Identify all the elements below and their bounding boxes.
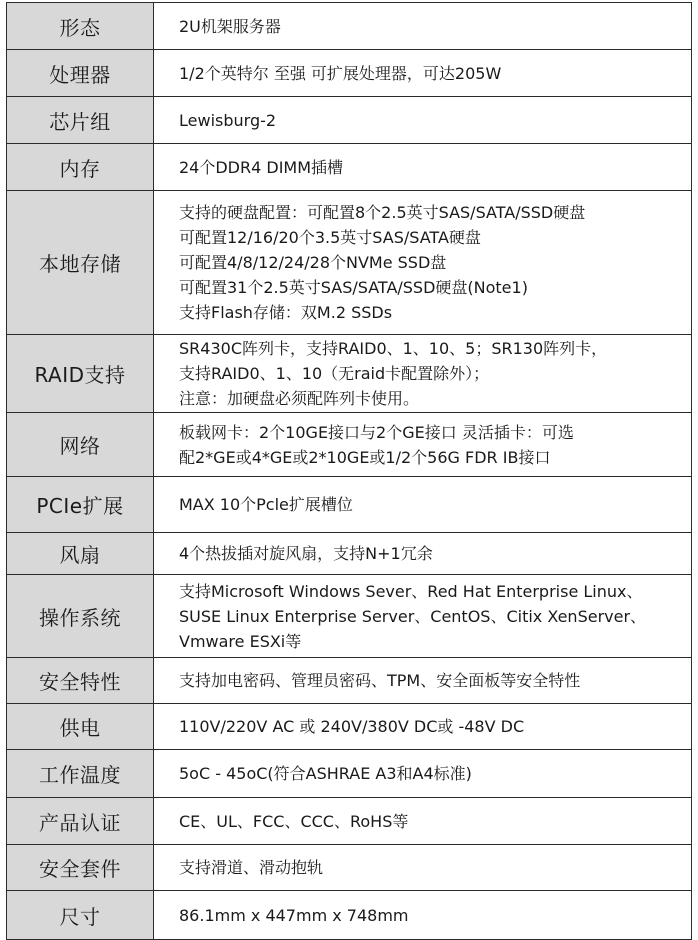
spec-row-memory bbox=[7, 144, 692, 191]
spec-label: 尺寸 bbox=[7, 891, 154, 940]
spec-row-network bbox=[7, 413, 692, 477]
spec-label: 网络 bbox=[7, 413, 154, 477]
spec-label: 芯片组 bbox=[7, 97, 154, 144]
spec-value: SR430C阵列卡，支持RAID0、1、10、5；SR130阵列卡， 支持RAID0、1、10（无raid卡配置除外）； 注意：加硬盘必须配阵列卡使用。 bbox=[154, 335, 692, 413]
spec-value: 支持加电密码、管理员密码、TPM、安全面板等安全特性 bbox=[154, 658, 692, 704]
spec-label: 内存 bbox=[7, 144, 154, 191]
spec-row-fan bbox=[7, 533, 692, 575]
spec-row-os bbox=[7, 575, 692, 658]
spec-row-security bbox=[7, 658, 692, 704]
spec-row-chipset bbox=[7, 97, 692, 144]
spec-value: 4个热拔插对旋风扇，支持N+1冗余 bbox=[154, 533, 692, 575]
spec-value: 24个DDR4 DIMM插槽 bbox=[154, 144, 692, 191]
spec-label: 处理器 bbox=[7, 50, 154, 97]
spec-value: MAX 10个Pcle扩展槽位 bbox=[154, 477, 692, 533]
spec-value: 支持Microsoft Windows Sever、Red Hat Enterprise Linux、 SUSE Linux Enterprise Server、CentOS、Citix XenServer、 Vmware ESXi等 bbox=[154, 575, 692, 658]
spec-row-power bbox=[7, 704, 692, 750]
spec-label: 操作系统 bbox=[7, 575, 154, 658]
spec-value: 支持的硬盘配置：可配置8个2.5英寸SAS/SATA/SSD硬盘 可配置12/16/20个3.5英寸SAS/SATA硬盘 可配置4/8/12/24/28个NVMe SSD盘 可配置31个2.5英寸SAS/SATA/SSD硬盘(Note1) 支持Flash存储：双M.2 SSDs bbox=[154, 191, 692, 335]
spec-label: RAID支持 bbox=[7, 335, 154, 413]
spec-row-dimensions bbox=[7, 891, 692, 940]
spec-label: 供电 bbox=[7, 704, 154, 750]
spec-value: 5oC - 45oC(符合ASHRAE A3和A4标准) bbox=[154, 750, 692, 798]
spec-value: 2U机架服务器 bbox=[154, 3, 692, 50]
spec-value: 板载网卡：2个10GE接口与2个GE接口 灵活插卡：可选 配2*GE或4*GE或2*10GE或1/2个56G FDR IB接口 bbox=[154, 413, 692, 477]
spec-label: 形态 bbox=[7, 3, 154, 50]
spec-value: 支持滑道、滑动抱轨 bbox=[154, 845, 692, 891]
spec-value: 1/2个英特尔 至强 可扩展处理器，可达205W bbox=[154, 50, 692, 97]
spec-value: CE、UL、FCC、CCC、RoHS等 bbox=[154, 798, 692, 845]
spec-table bbox=[6, 2, 692, 940]
spec-row-raid bbox=[7, 335, 692, 413]
spec-row-rail-kit bbox=[7, 845, 692, 891]
spec-label: 产品认证 bbox=[7, 798, 154, 845]
spec-row-temperature bbox=[7, 750, 692, 798]
spec-label: 安全套件 bbox=[7, 845, 154, 891]
spec-row-form-factor bbox=[7, 3, 692, 50]
spec-label: 本地存储 bbox=[7, 191, 154, 335]
spec-row-processor bbox=[7, 50, 692, 97]
spec-value: 86.1mm x 447mm x 748mm bbox=[154, 891, 692, 940]
spec-label: PCIe扩展 bbox=[7, 477, 154, 533]
spec-value: 110V/220V AC 或 240V/380V DC或 -48V DC bbox=[154, 704, 692, 750]
spec-label: 工作温度 bbox=[7, 750, 154, 798]
spec-row-pcie bbox=[7, 477, 692, 533]
spec-row-certification bbox=[7, 798, 692, 845]
spec-label: 风扇 bbox=[7, 533, 154, 575]
spec-label: 安全特性 bbox=[7, 658, 154, 704]
spec-value: Lewisburg-2 bbox=[154, 97, 692, 144]
spec-row-local-storage bbox=[7, 191, 692, 335]
